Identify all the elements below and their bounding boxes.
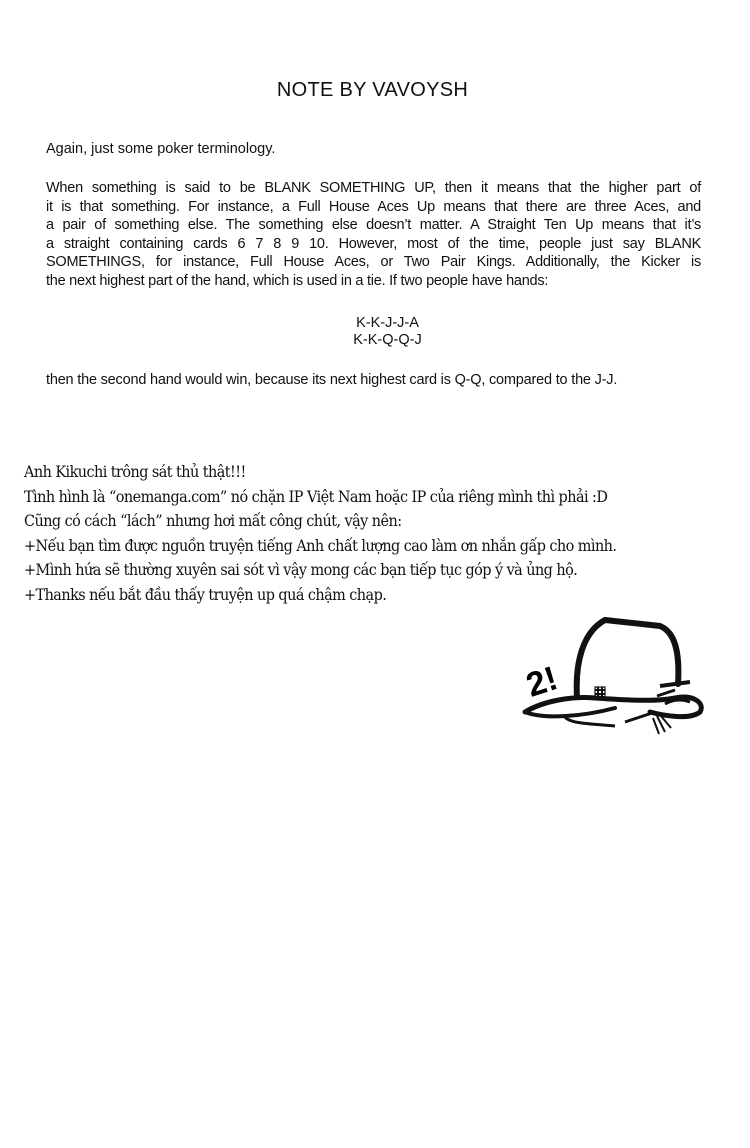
hand-2: K-K-Q-Q-J [353,332,422,348]
translator-line: +Nếu bạn tìm được nguồn truyện tiếng Anh chất lượng cao làm ơn nhắn gấp cho mình. [24,536,617,555]
translator-line: +Thanks nếu bắt đầu thấy truyện up quá chậm chạp. [24,585,387,604]
translator-note [24,460,616,607]
paragraph-line: it is that something. For instance, a Full House Aces Up means that there are three Aces, and [46,198,701,215]
note-intro: Again, just some poker terminology. [46,141,276,157]
cap-drawing [515,612,725,762]
hand-1: K-K-J-J-A [356,315,419,331]
translator-line: Anh Kikuchi trông sát thủ thật!!! [24,463,246,481]
note-title: NOTE BY VAVOYSH [276,79,469,101]
translator-line: Tình hình là “onemanga.com” nó chặn IP Việt Nam hoặc IP của riêng mình thì phải :D [24,487,608,506]
note-conclusion: then the second hand would win, because its next highest card is Q-Q, compared to the J-J. [46,372,618,388]
paragraph-line: the next highest part of the hand, which is used in a tie. If two people have hands: [46,272,549,289]
example-hands [0,315,750,349]
paragraph-line: a pair of something else. The something else doesn’t matter. A Straight Ten Up means that it’s [46,217,701,234]
note-paragraph [46,179,701,291]
paragraph-line: SOMETHINGS, for instance, Full House Aces, or Two Pair Kings. Additionally, the Kicker is [46,254,701,271]
cap-caption: 2! [521,659,563,705]
translator-line: +Mình hứa sẽ thường xuyên sai sót vì vậy mong các bạn tiếp tục góp ý và ủng hộ. [24,561,578,579]
paragraph-line: a straight containing cards 6 7 8 9 10. However, most of the time, people just say BLANK [46,235,701,252]
paragraph-line: When something is said to be BLANK SOMETHING UP, then it means that the higher part of [46,180,701,196]
iron-cross-icon [595,687,605,697]
translator-line: Cũng có cách “lách” nhưng hơi mất công chút, vậy nên: [24,512,402,530]
